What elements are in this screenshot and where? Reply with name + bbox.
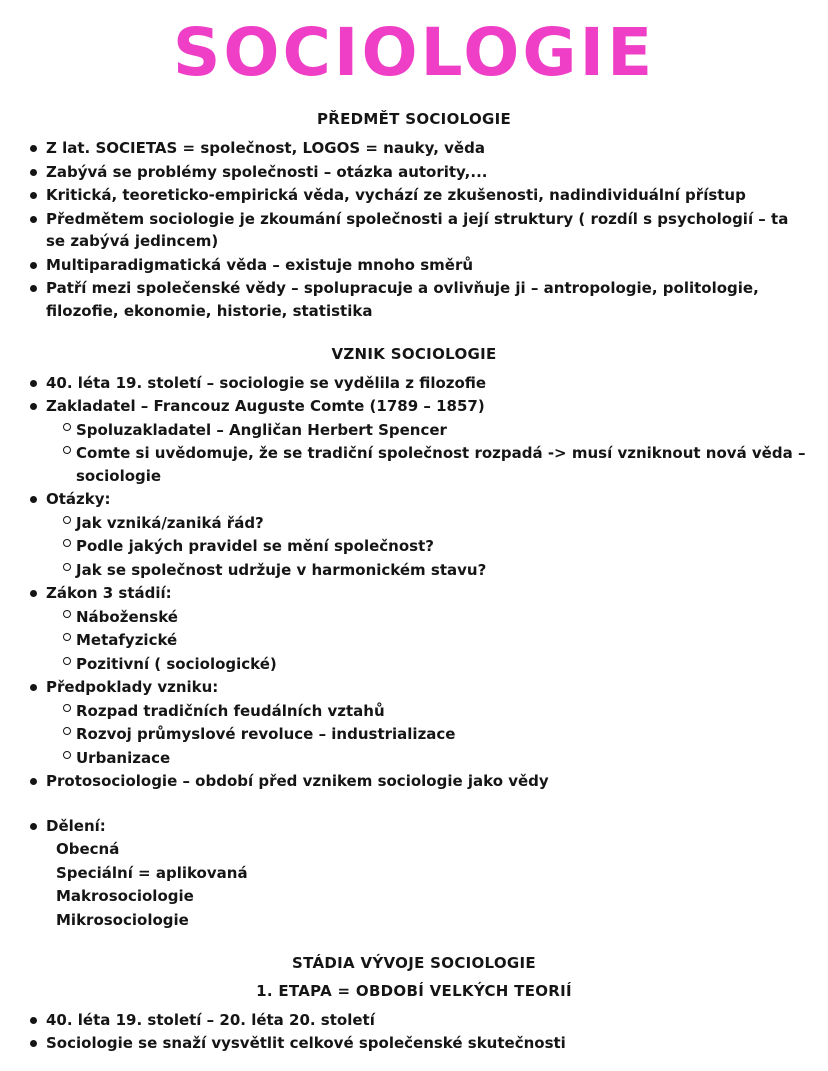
list-item-text: Jak se společnost udržuje v harmonickém stavu?: [76, 560, 487, 579]
list-item: [16, 419, 812, 442]
item-list: [16, 372, 812, 793]
list-item: [16, 885, 812, 908]
bullet-icon: [30, 285, 37, 292]
list-item: [16, 862, 812, 885]
item-list: [16, 137, 812, 322]
list-item-text: Sociologie se snaží vysvětlit celkové společenské skutečnosti: [46, 1034, 566, 1053]
list-item-text: Jak vzniká/zaniká řád?: [76, 513, 264, 532]
list-item-text: Otázky:: [46, 490, 111, 509]
list-item: [16, 676, 812, 699]
list-item: [16, 909, 812, 932]
bullet-icon: [30, 823, 37, 830]
list-item-text: 40. léta 19. století – sociologie se vydělila z filozofie: [46, 373, 487, 392]
bullet-icon: [30, 496, 37, 503]
page-title: SOCIOLOGIE: [172, 14, 656, 91]
bullet-icon: [30, 403, 37, 410]
list-item: [16, 815, 812, 838]
list-item: [16, 629, 812, 652]
list-item-text: Patří mezi společenské vědy – spolupracuje a ovlivňuje ji – antropologie, politologie, filozofie, ekonomie, historie, statistika: [46, 279, 759, 320]
section: [16, 953, 812, 1055]
list-item-text: Spoluzakladatel – Angličan Herbert Spencer: [76, 420, 447, 439]
section-heading: PŘEDMĚT SOCIOLOGIE: [316, 110, 512, 129]
bullet-icon: [30, 684, 37, 691]
list-item: [16, 582, 812, 605]
list-item: [16, 395, 812, 418]
list-item-text: Kritická, teoreticko-empirická věda, vychází ze zkušenosti, nadindividuální přístup: [46, 186, 746, 205]
list-item-text: Urbanizace: [76, 748, 171, 767]
list-item-text: Makrosociologie: [56, 887, 194, 906]
list-item: [16, 1009, 812, 1032]
list-item: [16, 700, 812, 723]
bullet-icon: [30, 590, 37, 597]
bullet-icon: [30, 1017, 37, 1024]
list-item: [16, 161, 812, 184]
list-item: [16, 838, 812, 861]
list-item: [16, 372, 812, 395]
list-item-text: Zákon 3 stádií:: [46, 584, 172, 603]
open-circle-bullet-icon: [63, 516, 71, 524]
open-circle-bullet-icon: [63, 751, 71, 759]
list-item-text: Pozitivní ( sociologické): [76, 654, 277, 673]
list-item: [16, 184, 812, 207]
list-item: [16, 512, 812, 535]
open-circle-bullet-icon: [63, 423, 71, 431]
bullet-icon: [30, 216, 37, 223]
list-item: [16, 277, 812, 322]
list-item-text: Rozvoj průmyslové revoluce – industrializace: [76, 725, 456, 744]
list-item-text: Náboženské: [76, 607, 178, 626]
list-item-text: Protosociologie – období před vznikem sociologie jako vědy: [46, 772, 549, 791]
list-item-text: Comte si uvědomuje, že se tradiční společnost rozpadá -> musí vzniknout nová věda – sociologie: [76, 444, 806, 485]
open-circle-bullet-icon: [63, 727, 71, 735]
list-item-text: Zakladatel – Francouz Auguste Comte (1789 – 1857): [46, 397, 485, 416]
list-item-text: Dělení:: [46, 816, 106, 835]
list-item: [16, 488, 812, 511]
list-item-text: 40. léta 19. století – 20. léta 20. století: [46, 1010, 375, 1029]
list-item-text: Rozpad tradičních feudálních vztahů: [76, 701, 385, 720]
list-item: [16, 723, 812, 746]
item-list: [16, 815, 812, 932]
open-circle-bullet-icon: [63, 610, 71, 618]
open-circle-bullet-icon: [63, 563, 71, 571]
list-item-text: Speciální = aplikovaná: [56, 863, 248, 882]
list-item: [16, 653, 812, 676]
list-item: [16, 770, 812, 793]
list-item-text: Obecná: [56, 840, 120, 859]
section: [16, 344, 812, 793]
list-item-text: Předpoklady vzniku:: [46, 678, 219, 697]
list-item-text: Podle jakých pravidel se mění společnost?: [76, 537, 434, 556]
item-list: [16, 1009, 812, 1055]
list-item-text: Multiparadigmatická věda – existuje mnoho směrů: [46, 255, 474, 274]
list-item-text: Z lat. SOCIETAS = společnost, LOGOS = nauky, věda: [46, 139, 485, 158]
open-circle-bullet-icon: [63, 633, 71, 641]
open-circle-bullet-icon: [63, 657, 71, 665]
list-item: [16, 1032, 812, 1055]
open-circle-bullet-icon: [63, 704, 71, 712]
section: [16, 815, 812, 932]
section-heading: VZNIK SOCIOLOGIE: [331, 345, 497, 364]
section: [16, 109, 812, 322]
bullet-icon: [30, 262, 37, 269]
open-circle-bullet-icon: [63, 446, 71, 454]
list-item: [16, 559, 812, 582]
list-item: [16, 747, 812, 770]
bullet-icon: [30, 1040, 37, 1047]
list-item: [16, 442, 812, 487]
list-item-text: Předmětem sociologie je zkoumání společnosti a její struktury ( rozdíl s psychologií – ta se zabývá jedincem): [46, 209, 789, 251]
bullet-icon: [30, 145, 37, 152]
list-item: [16, 208, 812, 253]
list-item-text: Zabývá se problémy společnosti – otázka autority,...: [46, 162, 488, 181]
list-item: [16, 137, 812, 160]
bullet-icon: [30, 380, 37, 387]
bullet-icon: [30, 192, 37, 199]
section-heading: STÁDIA VÝVOJE SOCIOLOGIE: [292, 954, 536, 973]
open-circle-bullet-icon: [63, 539, 71, 547]
list-item: [16, 606, 812, 629]
list-item: [16, 254, 812, 277]
list-item-text: Metafyzické: [76, 631, 178, 650]
list-item-text: Mikrosociologie: [56, 910, 189, 929]
section-heading: 1. ETAPA = OBDOBÍ VELKÝCH TEORIÍ: [256, 982, 572, 1001]
bullet-icon: [30, 169, 37, 176]
list-item: [16, 535, 812, 558]
bullet-icon: [30, 778, 37, 785]
sections: [16, 109, 812, 1055]
